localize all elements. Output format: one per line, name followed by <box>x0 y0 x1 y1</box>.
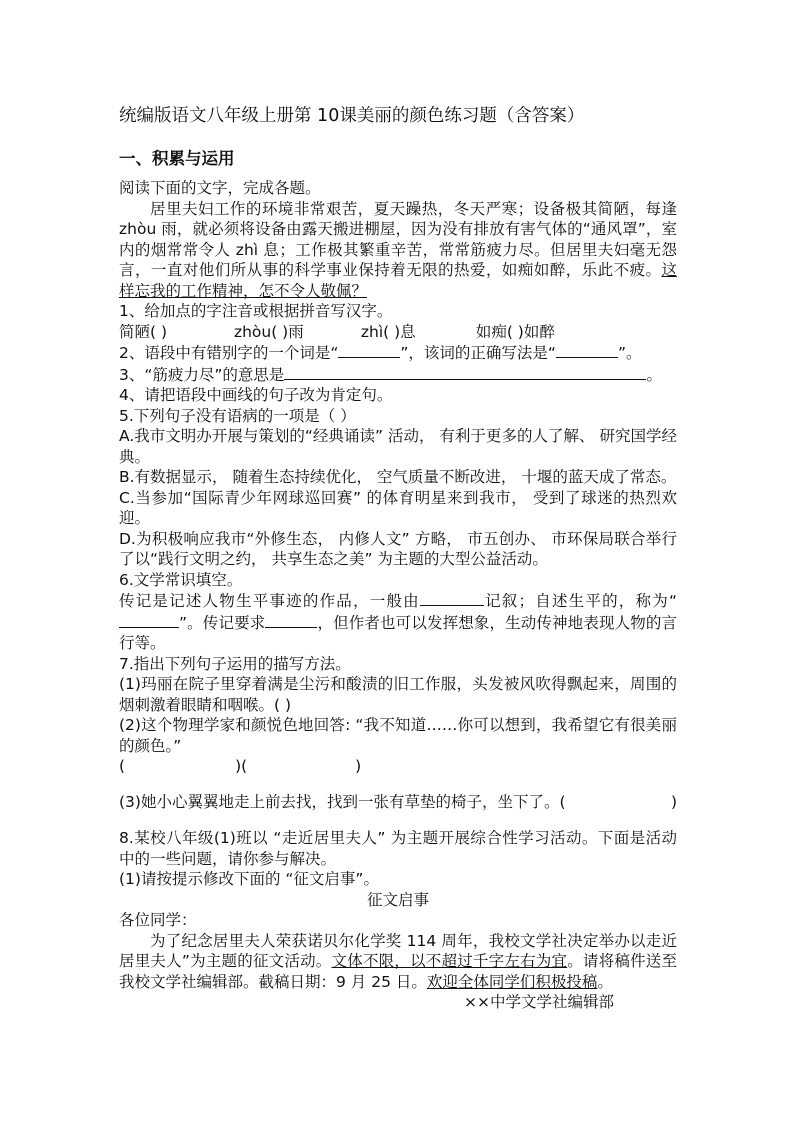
answer-blank <box>265 612 317 628</box>
worksheet-page <box>119 104 677 1013</box>
question-1: 1、给加点的字注音或根据拼音写汉字。 <box>119 302 393 320</box>
q1-item: 如痴( )如醉 <box>475 322 555 341</box>
notice-text: 。请将稿件送至我校文学社编辑部。截稿日期：9 月 25 日。 <box>119 952 677 991</box>
question-3 <box>119 364 677 386</box>
section-heading: 一、积累与运用 <box>119 149 235 168</box>
q7-sentence-2: (2)这个物理学家和颜悦色地回答: “我不知道……你可以想到，我希望它有很美丽的颜色。” <box>119 716 677 755</box>
q6-body <box>119 590 677 654</box>
q5-option-d: D.为积极响应我市“外修生态， 内修人文” 方略， 市五创办、 市环保局联合举行了以“践行文明之约， 共享生态之美” 为主题的大型公益活动。 <box>119 529 677 568</box>
question-4: 4、请把语段中画线的句子改为肯定句。 <box>119 386 393 404</box>
question-2 <box>119 342 677 364</box>
passage-text: 居里夫妇工作的环境非常艰苦，夏天躁热，冬天严寒；设备极其简陋，每逢 zhòu 雨，就必须将设备由露天搬进棚屋，因为没有排放有害气体的“通风罩”，室内的烟常常令人 zhì 息；工作极其繁重辛苦，常常筋疲力尽。但居里夫妇毫无怨言，一直对他们所从事的科学事业保持着无限的热爱，如痴如醉，乐此不疲。 <box>119 199 677 279</box>
q5-option-b: B.有数据显示， 随着生态持续优化， 空气质量不断改进， 十堰的蓝天成了常态。 <box>119 468 677 486</box>
q3-text: 3、“筋疲力尽”的意思是 <box>119 365 285 384</box>
q1-item: zhòu( )雨 <box>233 322 304 341</box>
document-title: 统编版语文八年级上册第 10课美丽的颜色练习题（含答案） <box>119 106 585 126</box>
answer-blank <box>420 590 484 606</box>
underlined-sentence: 这样忘我的工作精神，怎不令人敬佩？ <box>119 261 677 300</box>
answer-blank <box>119 612 179 628</box>
notice-body <box>119 931 677 993</box>
q7-sentence-2-answers <box>119 756 677 777</box>
q7-sentence-1: (1)玛丽在院子里穿着满是尘污和酸渍的旧工作服，头发被风吹得飘起来，周围的烟刺激着眼睛和咽喉。( ) <box>119 675 677 714</box>
q6-text: ”。传记要求 <box>179 613 266 632</box>
question-6: 6.文学常识填空。 <box>119 570 243 589</box>
q6-text: 记叙；自述生平的，称为“ <box>483 592 677 610</box>
q6-text: ，但作者也可以发挥想象，生动传神地表现人物的言行等。 <box>119 613 677 652</box>
reading-passage <box>119 199 677 302</box>
bracket: ( <box>119 757 126 775</box>
q1-item: 简陋( ) <box>119 322 168 341</box>
q3-text: 。 <box>646 365 662 384</box>
q5-option-a: A.我市文明办开展与策划的“经典诵读” 活动， 有利于更多的人了解、 研究国学经典。 <box>119 427 677 466</box>
bracket: )( <box>235 757 248 775</box>
notice-title: 征文启事 <box>366 890 429 909</box>
notice-text: 为了纪念居里夫人荣获诺贝尔化学奖 114 周年，我校文学社决定举办以走近居里夫人”为主题的征文活动。 <box>119 931 677 970</box>
q1-item: zhì( )息 <box>360 322 416 341</box>
bracket: ) <box>355 757 362 775</box>
q2-text: 2、语段中有错别字的一个词是“ <box>119 344 339 362</box>
q5-option-c: C.当参加“国际青少年网球巡回赛” 的体育明星来到我市， 受到了球迷的热烈欢迎。 <box>119 488 677 527</box>
question-5: 5.下列句子没有语病的一项是（ ） <box>119 406 356 425</box>
answer-blank <box>338 342 400 358</box>
notice-greeting: 各位同学： <box>119 911 197 929</box>
q7-s3-text: (3)她小心翼翼地走上前去找，找到一张有草垫的椅子，坐下了。( <box>119 793 566 811</box>
reading-intro: 阅读下面的文字，完成各题。 <box>119 179 321 197</box>
notice-text: 。 <box>597 972 613 991</box>
answer-blank <box>556 342 618 358</box>
q8-sub-1: (1)请按提示修改下面的 “征文启事”。 <box>119 870 379 888</box>
q6-text: 传记是记述人物生平事迹的作品，一般由 <box>119 592 420 610</box>
q7-sentence-3 <box>119 792 677 813</box>
notice-signature: ××中学文学社编辑部 <box>464 993 614 1011</box>
question-8: 8.某校八年级(1)班以 “走近居里夫人” 为主题开展综合性学习活动。下面是活动中的一些问题，请你参与解决。 <box>119 829 677 868</box>
notice-underlined: 欢迎全体同学们积极投稿 <box>426 972 598 991</box>
notice-underlined: 文体不限，以不超过千字左右为宜 <box>331 952 568 970</box>
question-7: 7.指出下列句子运用的描写方法。 <box>119 654 351 673</box>
q2-text: ”。 <box>617 344 642 362</box>
q2-text: ”，该词的正确写法是“ <box>400 344 556 362</box>
answer-blank <box>284 364 646 380</box>
bracket: ) <box>670 793 677 811</box>
question-1-items <box>119 322 677 343</box>
